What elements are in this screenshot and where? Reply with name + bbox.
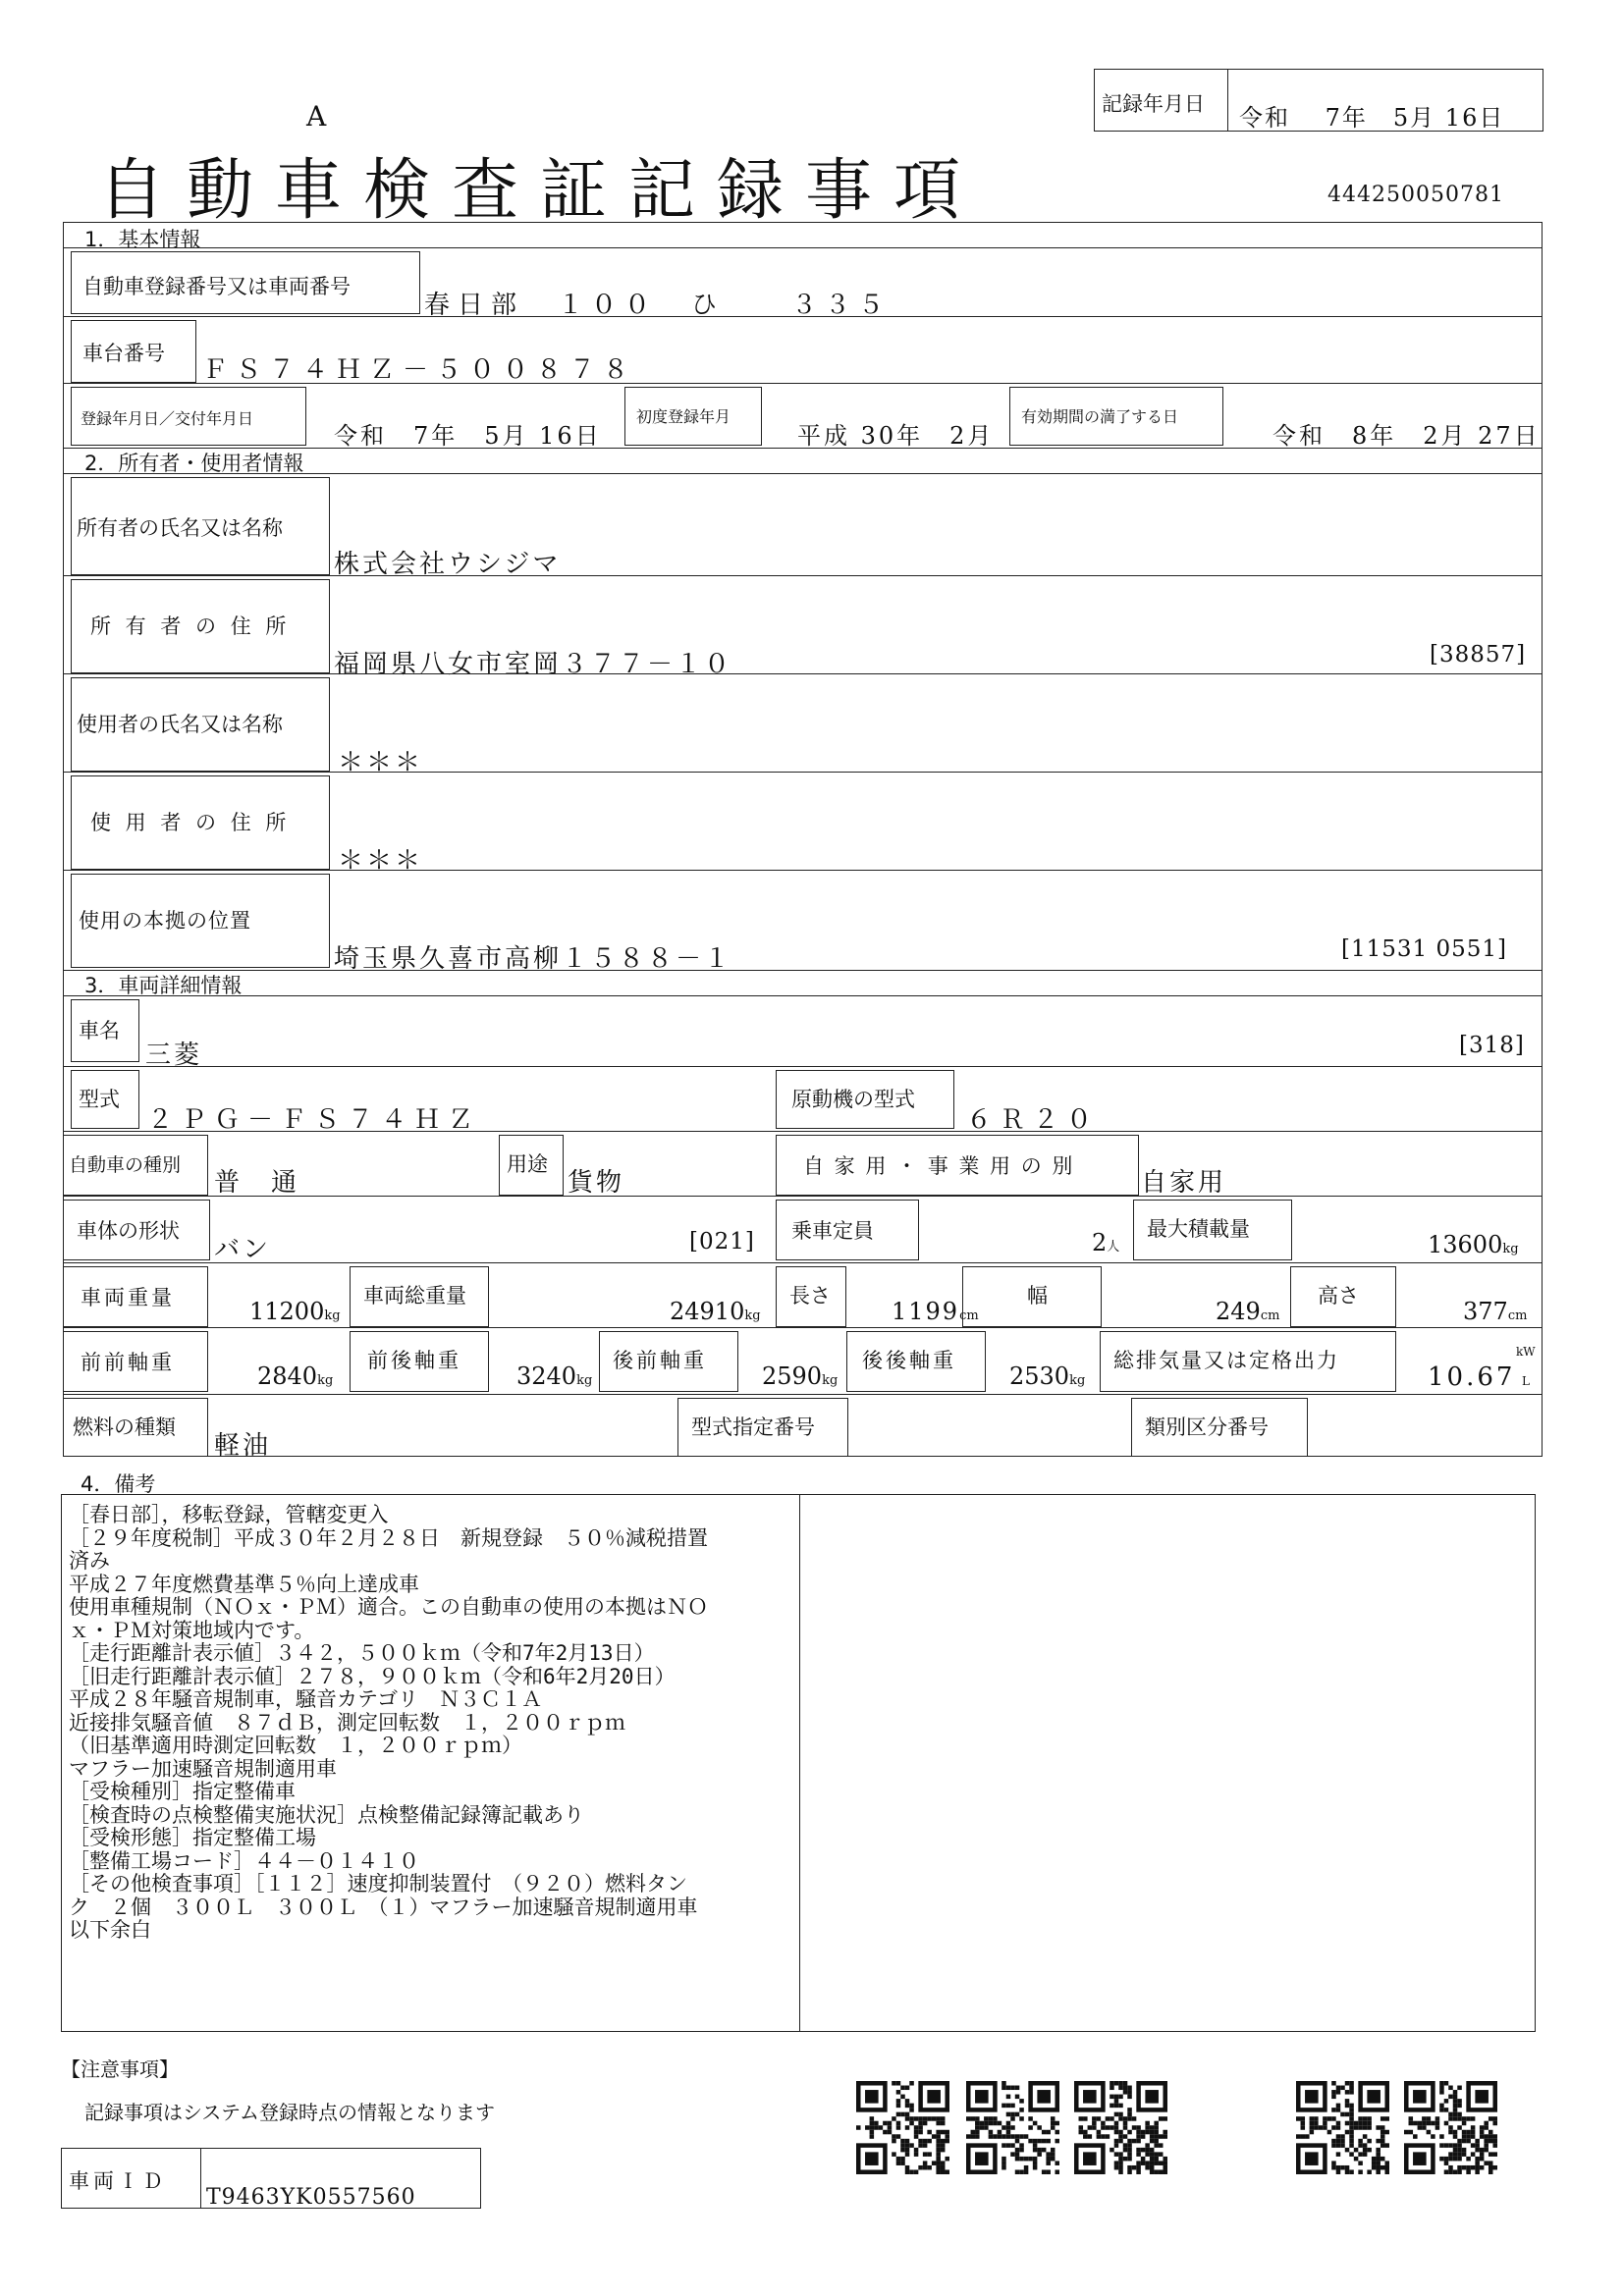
ff-unit: kg	[317, 1373, 334, 1388]
user-name-value: ＊＊＊	[338, 748, 424, 777]
document-title: 自動車検査証記録事項	[98, 152, 983, 230]
remarks-line: 済み	[69, 1549, 110, 1573]
height-value: 377	[1463, 1298, 1508, 1325]
qr-code-4	[1296, 2081, 1389, 2174]
remarks-line: 平成２７年度燃費基準５％向上達成車	[69, 1572, 419, 1596]
name-label: 車名	[79, 1019, 120, 1042]
gross-unit: kg	[744, 1308, 761, 1323]
disp-unit-top: kW	[1516, 1345, 1536, 1359]
user-addr-value: ＊＊＊	[338, 846, 424, 876]
ff-label: 前前軸重	[81, 1351, 175, 1374]
private-label: 自 家 用 ・ 事 業 用 の 別	[803, 1154, 1075, 1178]
width-value: 249	[1216, 1298, 1261, 1325]
header-letter: A	[306, 100, 327, 133]
owner-name-label: 所有者の氏名又は名称	[77, 516, 283, 540]
rr-label: 後後軸重	[862, 1349, 956, 1372]
width-label: 幅	[1027, 1284, 1048, 1308]
base-code: [11531 0551]	[1341, 936, 1507, 962]
rf-unit: kg	[822, 1373, 839, 1388]
disp-label: 総排気量又は定格出力	[1113, 1349, 1339, 1372]
capacity-unit: 人	[1107, 1240, 1120, 1255]
owner-addr-label: 所 有 者 の 住 所	[90, 614, 291, 638]
remarks-line: 使用車種規制（ＮＯｘ・ＰＭ）適合。この自動車の使用の本拠はＮＯ	[69, 1595, 708, 1619]
user-name-label: 使用者の氏名又は名称	[77, 713, 283, 736]
length-label: 長さ	[789, 1284, 831, 1308]
disp-unit-bottom: L	[1522, 1374, 1530, 1388]
fr-unit: kg	[576, 1373, 593, 1388]
remarks-line: 平成２８年騒音規制車，騒音カテゴリ Ｎ３Ｃ１Ａ	[69, 1687, 543, 1711]
length-value: 1199	[892, 1298, 960, 1325]
ff-value: 2840	[257, 1362, 318, 1390]
maxload-unit: kg	[1502, 1242, 1519, 1256]
rr-value: 2530	[1009, 1362, 1070, 1390]
expiry-label: 有効期間の満了する日	[1021, 407, 1179, 426]
engine-label: 原動機の型式	[791, 1088, 915, 1111]
kind-value: 普 通	[214, 1168, 300, 1198]
height-unit: cm	[1507, 1308, 1528, 1323]
fr-label: 前後軸重	[367, 1349, 461, 1372]
remarks-line: 以下余白	[69, 1918, 151, 1942]
gross-label: 車両総重量	[363, 1284, 466, 1308]
vehicle-id-label: 車両ＩＤ	[69, 2169, 167, 2193]
length-unit: cm	[959, 1308, 979, 1323]
remarks-line: （旧基準適用時測定回転数 １，２００ｒｐｍ）	[69, 1734, 522, 1757]
body-label: 車体の形状	[77, 1219, 180, 1243]
private-value: 自家用	[1141, 1168, 1227, 1198]
remarks-text	[69, 1504, 708, 1943]
maxload-label: 最大積載量	[1147, 1217, 1250, 1241]
section-vehicle-detail: 3．車両詳細情報	[84, 974, 243, 997]
base-value: 埼玉県久喜市高柳１５８８－１	[334, 944, 733, 974]
qr-code-1	[856, 2081, 949, 2174]
rr-unit: kg	[1069, 1373, 1086, 1388]
expiry-value: 令和 8年 2月 27日	[1272, 422, 1541, 450]
remarks-line: ク ２個 ３００Ｌ ３００Ｌ （１）マフラー加速騒音規制適用車	[69, 1895, 698, 1919]
fuel-value: 軽油	[214, 1431, 272, 1461]
height-label: 高さ	[1318, 1284, 1359, 1308]
notes-heading: 【注意事項】	[61, 2057, 179, 2081]
reg-number-label: 自動車登録番号又は車両番号	[82, 275, 351, 298]
remarks-line: ［整備工場コード］４４－０１４１０	[69, 1848, 419, 1873]
owner-addr-value: 福岡県八女市室岡３７７－１０	[334, 650, 733, 679]
vehicle-id-value: T9463YK0557560	[206, 2185, 416, 2210]
first-reg-label: 初度登録年月	[636, 407, 731, 426]
chassis-value: ＦＳ７４ＨＺ－５００８７８	[202, 355, 637, 385]
chassis-label: 車台番号	[82, 342, 165, 365]
fuel-label: 燃料の種類	[73, 1415, 176, 1439]
type-no-label: 型式指定番号	[691, 1415, 815, 1439]
engine-value: ６Ｒ２０	[966, 1105, 1101, 1135]
use-value: 貨物	[568, 1168, 625, 1198]
notes-text: 記録事項はシステム登録時点の情報となります	[84, 2101, 495, 2124]
remarks-line: ［旧走行距離計表示値］２７８，９００ｋｍ（令和6年2月20日）	[69, 1664, 676, 1688]
capacity-value: 2	[1092, 1229, 1108, 1256]
fr-value: 3240	[516, 1362, 577, 1390]
section-owner-user: 2．所有者・使用者情報	[84, 452, 304, 475]
qr-code-3	[1074, 2081, 1167, 2174]
remarks-line: ［２９年度税制］平成３０年２月２８日 新規登録 ５０％減税措置	[69, 1525, 708, 1550]
use-label: 用途	[507, 1152, 548, 1176]
reg-number-value: 春日部 １００ ひ ３３５	[424, 291, 893, 320]
rf-value: 2590	[762, 1362, 823, 1390]
class-no-label: 類別区分番号	[1145, 1415, 1269, 1439]
remarks-line: マフラー加速騒音規制適用車	[69, 1756, 337, 1781]
owner-addr-code: [38857]	[1430, 642, 1527, 667]
record-date-label: 記録年月日	[1102, 92, 1205, 116]
reg-date-label: 登録年月日／交付年月日	[81, 409, 254, 428]
model-label: 型式	[79, 1088, 120, 1111]
name-code: [318]	[1459, 1033, 1525, 1058]
base-label: 使用の本拠の位置	[79, 909, 251, 933]
remarks-line: ［検査時の点検整備実施状況］点検整備記録簿記載あり	[69, 1802, 584, 1827]
qr-code-5	[1404, 2081, 1497, 2174]
section-basic-info: 1．基本情報	[84, 228, 201, 251]
disp-value: 10.67	[1428, 1362, 1516, 1392]
weight-unit: kg	[324, 1308, 341, 1323]
qr-code-2	[966, 2081, 1059, 2174]
kind-label: 自動車の種別	[69, 1154, 182, 1176]
rf-label: 後前軸重	[613, 1349, 707, 1372]
name-value: 三菱	[145, 1041, 203, 1070]
document-number: 444250050781	[1327, 183, 1504, 207]
remarks-line: ［受検種別］指定整備車	[69, 1780, 296, 1803]
remarks-line: ［走行距離計表示値］３４２，５００ｋｍ（令和7年2月13日）	[69, 1641, 655, 1665]
remarks-line: ［その他検査事項］［１１２］速度抑制装置付 （９２０）燃料タン	[69, 1872, 687, 1896]
gross-value: 24910	[670, 1298, 745, 1325]
weight-label: 車両重量	[81, 1286, 175, 1309]
width-unit: cm	[1260, 1308, 1280, 1323]
capacity-label: 乗車定員	[791, 1219, 874, 1243]
body-value: バン	[214, 1235, 272, 1264]
reg-date-value: 令和 7年 5月 16日	[334, 422, 602, 450]
owner-name-value: 株式会社ウシジマ	[334, 550, 562, 579]
maxload-value: 13600	[1428, 1231, 1503, 1258]
remarks-line: ［春日部］，移転登録，管轄変更入	[69, 1503, 389, 1526]
first-reg-value: 平成 30年 2月	[797, 422, 995, 450]
weight-value: 11200	[249, 1298, 325, 1325]
user-addr-label: 使 用 者 の 住 所	[90, 811, 291, 834]
remarks-line: 近接排気騒音値 ８７ｄＢ，測定回転数 １，２００ｒｐｍ	[69, 1710, 625, 1735]
model-value: ２ＰＧ－ＦＳ７４ＨＺ	[147, 1105, 482, 1135]
section-remarks: 4．備考	[81, 1472, 156, 1496]
remarks-line: ［受検形態］指定整備工場	[69, 1826, 316, 1849]
body-code: [021]	[689, 1229, 755, 1255]
remarks-line: ｘ・ＰＭ対策地域内です。	[69, 1618, 315, 1642]
record-date-value: 令和 7年 5月 16日	[1239, 104, 1505, 132]
